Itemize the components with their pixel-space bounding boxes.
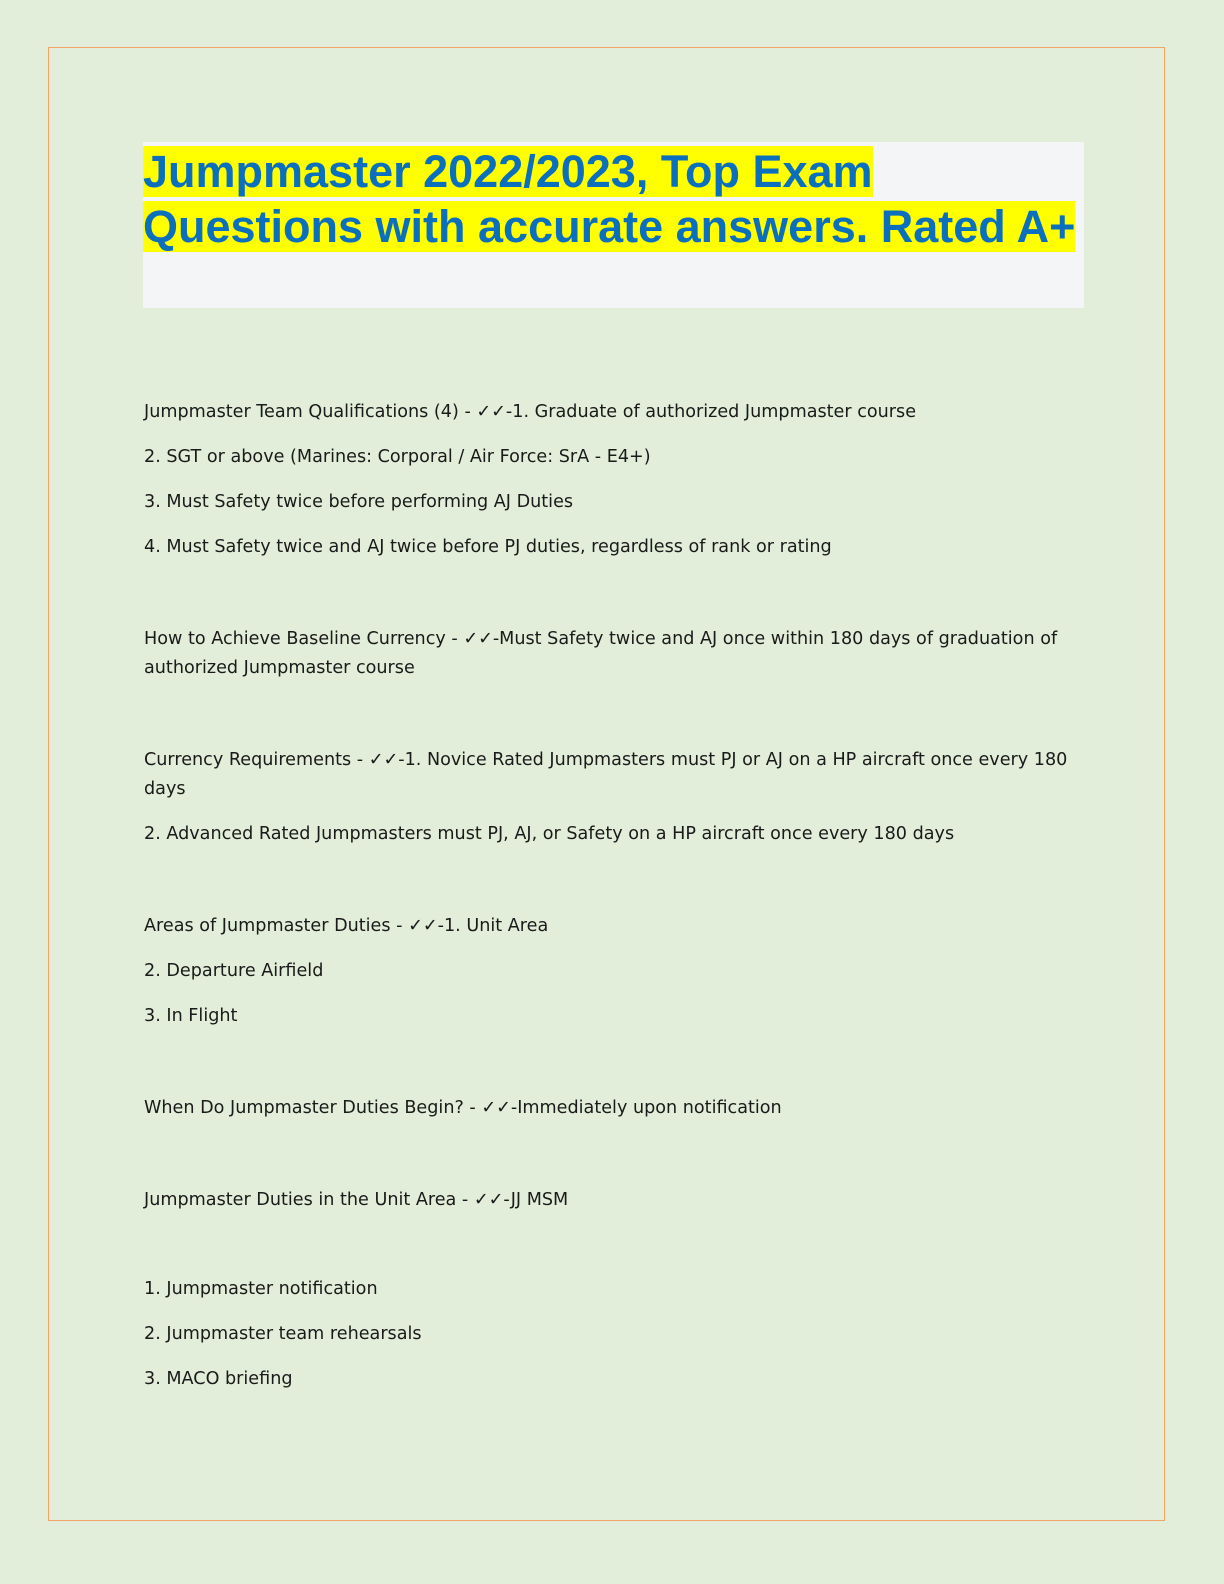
answer-line: 3. MACO briefing (144, 1369, 293, 1389)
answer-line: 4. Must Safety twice and AJ twice before PJ duties, regardless of rank or rating (144, 537, 832, 557)
question-text: Areas of Jumpmaster Duties (144, 916, 391, 936)
document-title (143, 142, 1084, 254)
answer-line: 2. Advanced Rated Jumpmasters must PJ, AJ, or Safety on a HP aircraft once every 180 days (144, 824, 955, 844)
answer-line: 2. SGT or above (Marines: Corporal / Air Force: SrA - E4+) (144, 447, 651, 467)
answer-text: 1. Novice Rated Jumpmasters must PJ or AJ on a HP aircraft once every 180 days (144, 750, 1068, 799)
answer-line: 3. In Flight (144, 1006, 238, 1026)
question-text: Currency Requirements (144, 750, 352, 770)
question-text: Jumpmaster Team Qualifications (4) (144, 402, 459, 422)
qa-item (144, 625, 1084, 683)
answer-text: 1. Graduate of authorized Jumpmaster course (512, 402, 917, 422)
qa-question-line: When Do Jumpmaster Duties Begin? - ✓✓-Immediately upon notification (144, 1098, 782, 1118)
check-icon: ✓✓ (481, 1098, 511, 1118)
answer-text: JJ MSM (510, 1190, 569, 1210)
answer-line: 2. Departure Airfield (144, 961, 324, 981)
answer-text: 1. Unit Area (443, 916, 549, 936)
question-text: Jumpmaster Duties in the Unit Area (144, 1190, 457, 1210)
title-block (143, 142, 1084, 308)
answer-text: Must Safety twice and AJ once within 180 days of graduation of authorized Jumpmaster course (144, 629, 1058, 678)
check-icon: ✓✓ (368, 750, 399, 770)
qa-question-line: Jumpmaster Duties in the Unit Area - ✓✓-JJ MSM (144, 1190, 569, 1210)
qa-question-line: Areas of Jumpmaster Duties - ✓✓-1. Unit Area (144, 916, 549, 936)
question-text: How to Achieve Baseline Currency (144, 629, 446, 649)
qa-content (144, 398, 1084, 1394)
answer-line: 1. Jumpmaster notification (144, 1279, 378, 1299)
qa-item (144, 746, 1084, 849)
answer-line: 3. Must Safety twice before performing AJ Duties (144, 492, 574, 512)
answer-line: 2. Jumpmaster team rehearsals (144, 1324, 422, 1344)
check-icon: ✓✓ (408, 916, 438, 936)
qa-item (144, 1186, 1084, 1394)
qa-question-line: Currency Requirements - ✓✓-1. Novice Rated Jumpmasters must PJ or AJ on a HP aircraft once every 180 days (144, 750, 1068, 799)
question-text: When Do Jumpmaster Duties Begin? (144, 1098, 464, 1118)
qa-question-line: How to Achieve Baseline Currency - ✓✓-Must Safety twice and AJ once within 180 days of graduation of authorized Jumpmaster course (144, 629, 1058, 678)
answer-text: Immediately upon notification (517, 1098, 782, 1118)
qa-item (144, 398, 1084, 562)
check-icon: ✓✓ (476, 402, 506, 422)
qa-item (144, 912, 1084, 1031)
qa-item (144, 1094, 1084, 1123)
title-highlight: Jumpmaster 2022/2023, Top Exam Questions with accurate answers. Rated A+ (143, 146, 1076, 252)
qa-question-line: Jumpmaster Team Qualifications (4) - ✓✓-1. Graduate of authorized Jumpmaster course (144, 402, 917, 422)
check-icon: ✓✓ (463, 629, 493, 649)
check-icon: ✓✓ (473, 1190, 504, 1210)
